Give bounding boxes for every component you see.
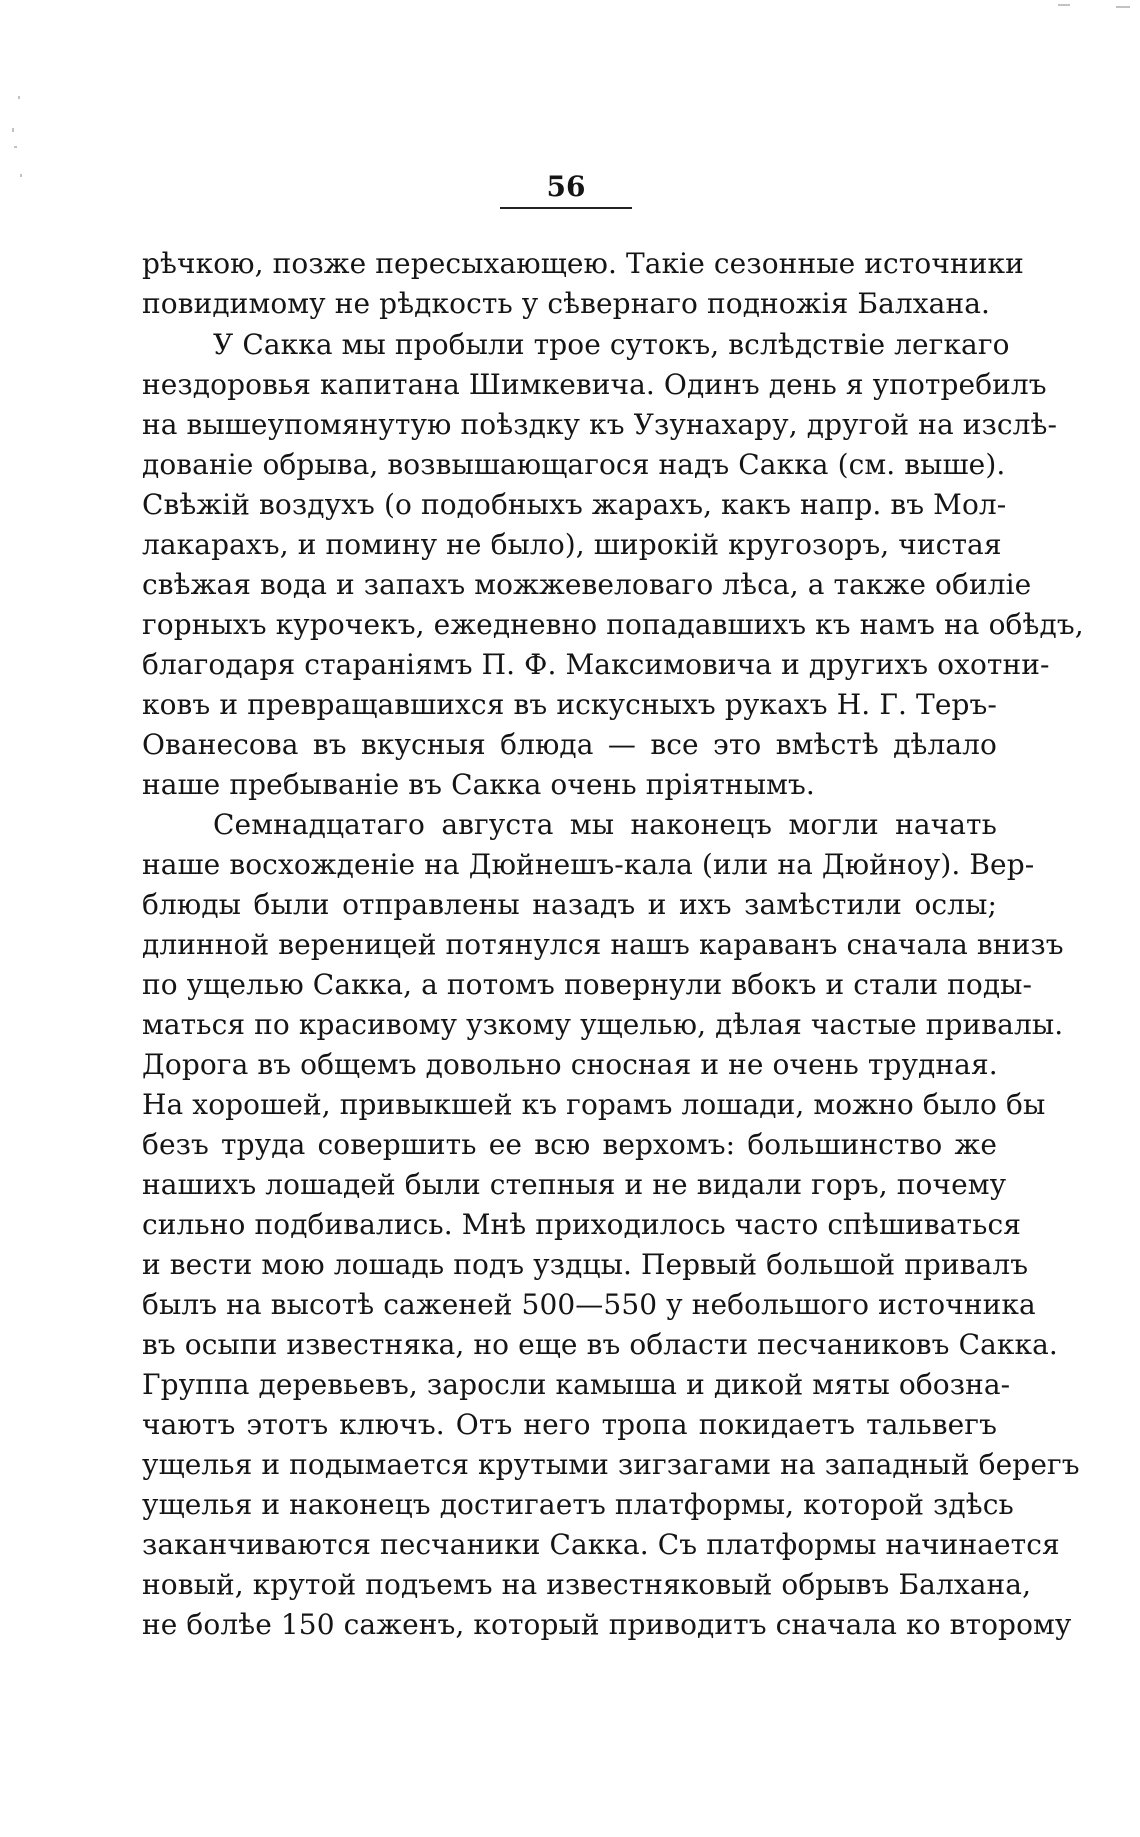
text-line: Дорога въ общемъ довольно сносная и не очень трудная. <box>142 1048 998 1081</box>
text-line: повидимому не рѣдкость у сѣвернаго подножія Балхана. <box>142 287 991 320</box>
scan-speck <box>18 96 20 99</box>
scan-speck <box>14 146 17 148</box>
text-line: ущелья и наконецъ достигаетъ платформы, которой здѣсь <box>142 1488 1014 1521</box>
text-line: наше пребываніе въ Сакка очень пріятнымъ. <box>142 768 815 801</box>
scan-speck <box>20 174 22 177</box>
text-line: горныхъ курочекъ, ежедневно попадавшихъ къ намъ на обѣдъ, <box>142 608 1084 641</box>
text-line: ущелья и подымается крутыми зигзагами на западный берегъ <box>142 1448 1080 1481</box>
text-line: заканчиваются песчаники Сакка. Съ платформы начинается <box>142 1528 1060 1561</box>
text-line: безъ труда совершить ее всю верхомъ: большинство же <box>142 1128 997 1161</box>
text-line: ковъ и превращавшихся въ искусныхъ рукахъ Н. Г. Теръ- <box>142 688 997 721</box>
text-line: У Сакка мы пробыли трое сутокъ, вслѣдствіе легкаго <box>213 328 1010 361</box>
text-line: не болѣе 150 саженъ, который приводитъ сначала ко второму <box>142 1608 1072 1641</box>
text-line: длинной вереницей потянулся нашъ караванъ сначала внизъ <box>142 928 1064 961</box>
text-line: по ущелью Сакка, а потомъ повернули вбокъ и стали поды- <box>142 968 1033 1001</box>
text-line: сильно подбивались. Мнѣ приходилось часто спѣшиваться <box>142 1208 1021 1241</box>
text-line: рѣчкою, позже пересыхающею. Такіе сезонные источники <box>142 247 1024 280</box>
text-line: чаютъ этотъ ключъ. Отъ него тропа покидаетъ тальвегъ <box>142 1408 997 1441</box>
text-line: Ованесова въ вкусныя блюда — все это вмѣстѣ дѣлало <box>142 728 997 761</box>
text-line: Свѣжій воздухъ (о подобныхъ жарахъ, какъ напр. въ Мол- <box>142 488 1007 521</box>
page-number: 56 <box>546 170 586 203</box>
text-line: маться по красивому узкому ущелью, дѣлая частые привалы. <box>142 1008 1064 1041</box>
text-line: и вести мою лошадь подъ уздцы. Первый большой привалъ <box>142 1248 1029 1281</box>
header-rule <box>500 207 632 209</box>
text-line: Группа деревьевъ, заросли камыша и дикой мяты обозна- <box>142 1368 1011 1401</box>
text-line: лакарахъ, и помину не было), широкій кругозоръ, чистая <box>142 528 1002 561</box>
text-line: Семнадцатаго августа мы наконецъ могли начать <box>213 808 997 841</box>
text-line: блюды были отправлены назадъ и ихъ замѣстили ослы; <box>142 888 997 921</box>
scan-speck <box>12 128 14 132</box>
text-line: благодаря стараніямъ П. Ф. Максимовича и другихъ охотни- <box>142 648 1050 681</box>
text-line: нездоровья капитана Шимкевича. Одинъ день я употребилъ <box>142 368 1047 401</box>
text-line: дованіе обрыва, возвышающагося надъ Сакка (см. выше). <box>142 448 1006 481</box>
text-line: въ осыпи известняка, но еще въ области песчаниковъ Сакка. <box>142 1328 1058 1361</box>
text-line: былъ на высотѣ саженей 500—550 у небольшого источника <box>142 1288 1036 1321</box>
text-line: на вышеупомянутую поѣздку къ Узунахару, другой на изслѣ- <box>142 408 1058 441</box>
text-line: нашихъ лошадей были степныя и не видали горъ, почему <box>142 1168 1007 1201</box>
text-line: свѣжая вода и запахъ можжевеловаго лѣса, а также обиліе <box>142 568 1032 601</box>
text-line: новый, крутой подъемъ на известняковый обрывъ Балхана, <box>142 1568 1032 1601</box>
text-line: наше восхожденіе на Дюйнешъ-кала (или на Дюйноу). Вер- <box>142 848 1035 881</box>
text-line: На хорошей, привыкшей къ горамъ лошади, можно было бы <box>142 1088 1046 1121</box>
scan-speck <box>1058 4 1070 6</box>
scan-speck <box>1116 6 1130 8</box>
